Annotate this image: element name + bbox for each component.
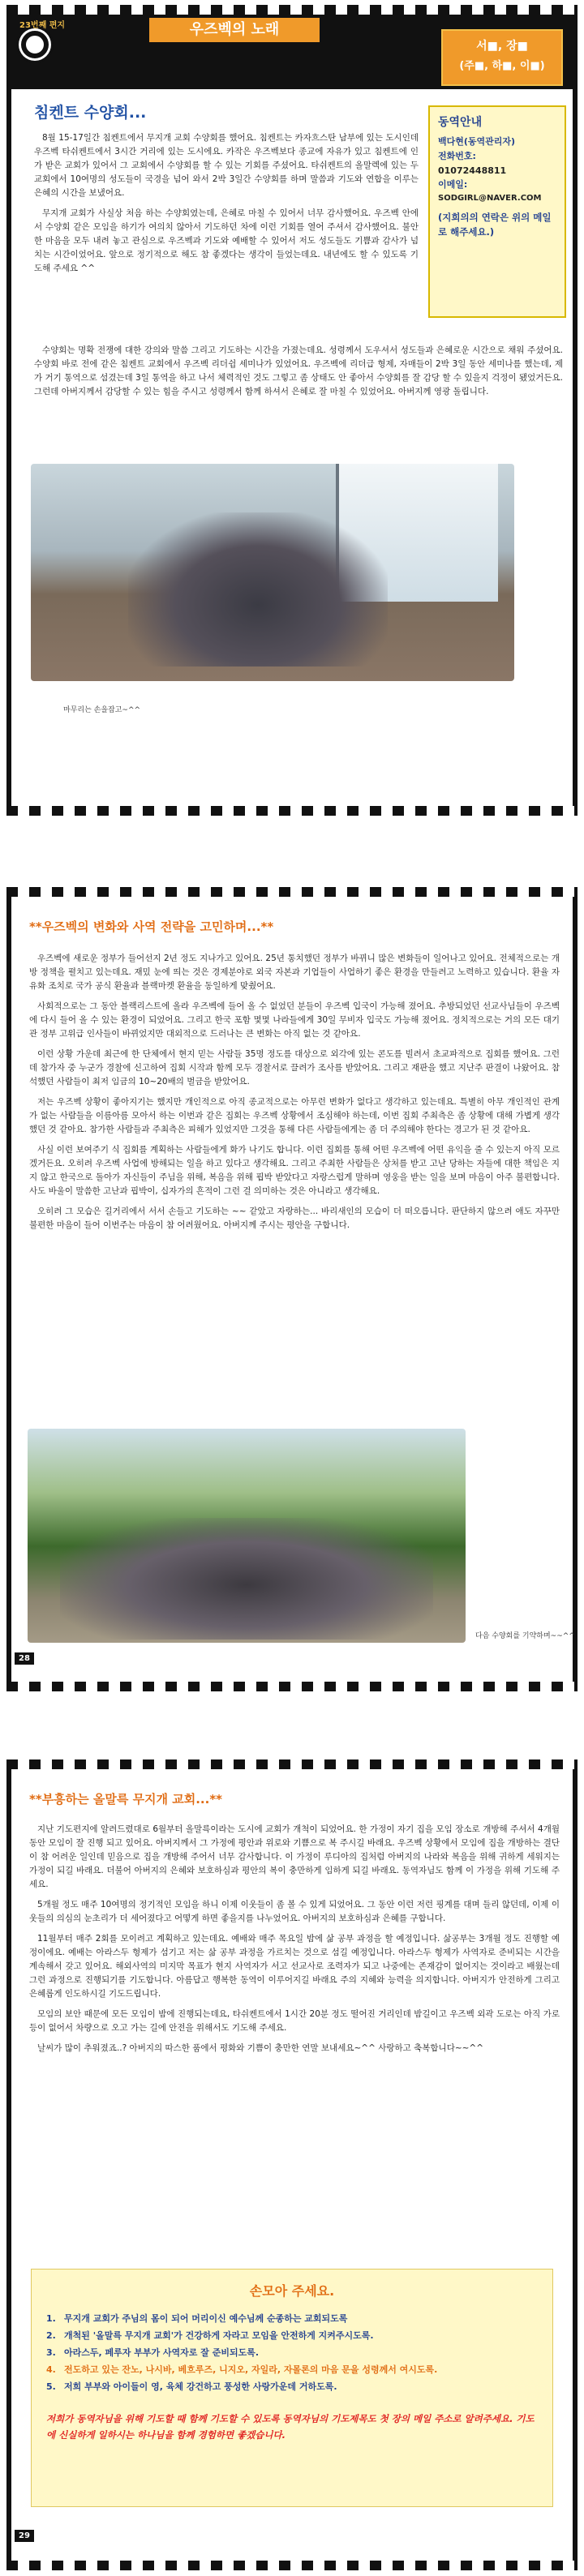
header-banner bbox=[11, 15, 573, 89]
prayer-list bbox=[46, 2311, 538, 2395]
banner-title-box bbox=[149, 18, 320, 42]
left-border bbox=[6, 897, 11, 1691]
paragraph-1: 지난 기도편지에 알려드렸대로 6월부터 올말륵이라는 도시에 교회가 개척이 되었어요. 한 가정이 자기 집을 모임 장소로 개방해 주셔서 4개월 동안 모임이 잘 진행 되고 있어요. 아버지께서 그 가정에 평안과 위로와 기쁨으로 복 주시길 바래요. 우즈벡 상황에서 모임에 집을 개방하는 결단이 참 어려운 일인데 믿음으로 집을 개방해 주어서 너무 감사합니다. 이 가정이 루디아의 집처럼 아버지의 나라와 복음을 위해 귀하게 세워지는 가정이 되길 바래요. 더불어 아버지의 은혜와 보호하심과 평안의 복이 충만하게 임하게 되길 바래요. 동역자님도 함께 이 가정을 위해 기도해 주세요. bbox=[29, 1824, 560, 1889]
prayer-item: 2. 개척된 '올말륵 무지개 교회'가 건강하게 자라고 모임을 안전하게 지켜주시도록. bbox=[46, 2330, 374, 2341]
paragraph-5: 사실 이런 보여주기 식 집회를 계획하는 사람들에게 화가 나기도 합니다. 이런 집회를 통해 어떤 우즈벡에 어떤 유익을 줄 수 있는지 아직 모르겠거든요. 오히려 우즈벡 사업에 방해되는 일을 하고 있다고 생각해요. 그리고 주최한 사람들은 상처를 받고 고난 당하는 자들에 대한 책임은 지지 않고 한국으로 돌아가 자신들이 주님을 위해, 복음을 위해 핍박 받았다고 자랑스럽게 말하며 영웅을 받는 일을 보며 마음이 아주 불편합니다. 사도 바울이 말씀한 고난과 핍박이, 십자가의 흔적이 그런 걸 의미하는 것은 아니라고 생각해요. bbox=[29, 1145, 560, 1196]
paragraph-3: 수양회는 명확 전쟁에 대한 강의와 말씀 그리고 기도하는 시간을 가졌는데요. 성령께서 도우셔서 성도들과 은혜로운 시간으로 채워 주셨어요. 수양회 바로 전에 같은 침켄트 교회에서 우즈벡 리더쉽 세미나가 있었어요. 우즈벡에 리더급 형제, 자매들이 2박 3일 동안 세미나를 했는데, 제가 거기 통역으로 섬겼는데 3일 통역을 하고 나서 체력적인 것도 그렇고 좀 상태도 안 좋아서 수양회를 잘 감당 할 수 있을지 걱정이 됐었거든요. 그런데 아버지께서 감당할 수 있는 힘을 주시고 성령께서 함께 하셔서 은혜로 잘 마칠 수 있었어요. 아버지께 영광 돌립니다. bbox=[34, 345, 563, 396]
church-text bbox=[29, 1823, 560, 2062]
page-2 bbox=[6, 887, 578, 1691]
paragraph-2: 5개월 정도 매주 10여명의 정기적인 모임을 하니 이제 이웃들이 좀 볼 수 있게 되었어요. 그 동안 이런 저런 핑계를 대며 들리 않던데, 이제 이웃들의 의심의 눈초리가 더 세어졌다고 어떻게 하면 좋을지를 나누었어요. 아버지의 보호하심과 은혜를 구합니다. bbox=[29, 1900, 560, 1923]
left-border bbox=[6, 15, 11, 816]
section-title-church: **부흥하는 올말륵 무지개 교회...** bbox=[29, 1792, 223, 1807]
prayer-item: 4. 전도하고 있는 잔노, 나시바, 베흐루즈, 니지오, 자일라, 자몰론의 마음 문을 성령께서 여시도록. bbox=[46, 2364, 438, 2375]
paragraph-3: 이런 상황 가운데 최근에 한 단체에서 현지 믿는 사람들 35명 정도를 대상으로 외각에 있는 콘도를 빌려서 초교파적으로 집회를 했어요. 그런데 참가자 중 누군가 경찰에 신고하여 집회 시작과 함께 모두 경찰서로 끌려가 조사를 받았어요. 그리고 재판을 했고 지난주 판결이 나왔어요. 참석했던 사람들이 최저 임금의 10~20배의 벌금을 받았어요. bbox=[29, 1049, 560, 1087]
prayer-item: 3. 아라스두, 페루자 부부가 사역자로 잘 준비되도록. bbox=[46, 2347, 260, 2358]
paragraph-6: 오히려 그 모습은 길거리에서 서서 손들고 기도하는 ~~ 같았고 자랑하는... 바리새인의 모습이 더 떠오릅니다. 판단하지 않으려 애도 자꾸만 불편한 마음이 들어 이번주는 마음이 참 어려웠어요. 아버지께 주시는 평안을 구합니다. bbox=[29, 1207, 560, 1230]
sidebar-header: 동역안내 bbox=[438, 116, 483, 129]
email-label: 이메일: bbox=[438, 179, 468, 191]
photo-people-group bbox=[128, 512, 388, 667]
page-number: 28 bbox=[15, 1652, 34, 1665]
checker-bottom-border bbox=[6, 2561, 578, 2570]
prayer-item: 1. 무지개 교회가 주님의 몸이 되어 머리이신 예수님께 순종하는 교회되도록 bbox=[46, 2313, 348, 2324]
retreat-photo bbox=[31, 464, 514, 681]
paragraph-3: 11월부터 매주 2회를 모이려고 계획하고 있는데요. 예배와 매주 목요일 밤에 삶 공부 과정을 할 예정입니다. 삶공부는 3개월 정도 진행할 예정이에요. 예배는 아라스두 형제가 섬기고 저는 삶 공부 과정을 가르치는 것으로 섬길 예정입니다. 아라스두 형제가 사역자로 준비되는 시간을 계속해서 갖고 있어요. 해외사역의 미지막 목표가 현지 사역자가 서고 선교사로 조력자가 되고 나중에는 존재감이 없어지는 것이라고 배웠는데 그런 과정으로 진행되기를 기도합니다. 아름답고 행복한 동역이 이루어지길 바래요 주의 지혜와 능력을 의지합니다. 아버지가 안전하게 그리고 은혜롭게 인도하시길 기도드립니다. bbox=[29, 1934, 560, 1999]
right-border bbox=[573, 15, 578, 816]
sidebar-note: (지희의의 연락은 위의 메일로 해주세요.) bbox=[438, 211, 552, 238]
banner-title: 우즈벡의 노래 bbox=[189, 21, 280, 38]
prayer-box bbox=[31, 2269, 553, 2507]
change-text bbox=[29, 952, 560, 1239]
paragraph-2: 사회적으로는 그 동안 블랙리스트에 올라 우즈벡에 들어 올 수 없었던 분들이 우즈벡 입국이 가능해 졌어요. 추방되었던 선교사님들이 우즈벡에 다시 들어 올 수 있는 환경이 되었어요. 그리고 한국 포함 몇몇 나라들에게 30일 무비자 입국도 가능해 졌어요. 정치적으로는 거의 모든 대기관 정부 고위급 인사들이 바뀌었지만 대외적으로 드러나는 큰 변화는 아직 없는 것 같아요. bbox=[29, 1001, 560, 1039]
closing-note: 저희가 동역자님을 위해 기도할 때 함께 기도할 수 있도록 동역자님의 기도제목도 첫 장의 메일 주소로 알려주세요. 기도에 신실하게 일하시는 하나님을 함께 경험하면 좋겠습니다. bbox=[46, 2413, 535, 2441]
page-3 bbox=[6, 1759, 578, 2570]
page-number: 29 bbox=[15, 2530, 34, 2542]
section-title-retreat: 침켄트 수양회... bbox=[34, 104, 147, 122]
section-title-change: **우즈벡의 변화와 사역 전략을 고민하며...** bbox=[29, 919, 274, 934]
prayer-title: 손모아 주세요. bbox=[249, 2283, 335, 2299]
phone-value: 01072448811 bbox=[438, 165, 507, 176]
paragraph-1: 8월 15-17일간 침켄트에서 무지개 교회 수양회를 했어요. 침켄트는 카자흐스탄 남부에 있는 도시인데 우즈벡 타쉬켄트에서 3시간 거리에 있는 도시에요. 카작은 우즈벡보다 종교에 자유가 있고 침켄트에 인가 받은 교회가 있어서 그 교회에서 수양회를 할 수 있는 기회를 주셨어요. 타쉬켄트의 올말렉에 있는 두 교회에서 10여명의 성도들이 국경을 넘어 와서 2박 3일간 수양회를 하며 말씀과 기도와 연합을 이루는 은혜의 시간을 보냈어요. bbox=[34, 133, 419, 198]
target-icon bbox=[21, 31, 49, 58]
checker-top-border bbox=[6, 5, 578, 15]
right-border bbox=[573, 1769, 578, 2570]
prayer-item: 5. 저희 부부와 아이들이 영, 육체 강건하고 풍성한 사랑가운데 거하도록. bbox=[46, 2381, 337, 2392]
photo-caption: 다음 수양회를 기약하며~~^^ bbox=[475, 1632, 575, 1640]
checker-top-border bbox=[6, 887, 578, 897]
paragraph-1: 우즈벡에 새로운 정부가 들어선지 2년 정도 지나가고 있어요. 25년 통치했던 정부가 바뀌니 많은 변화들이 일어나고 있어요. 전체적으로는 개방 정책을 펼치고 있는데요. 재밌 눈에 띄는 것은 경제분야로 외국 자본과 기업들이 사업하기 좋은 환경을 만들려고 노력하고 있습니다. 환율 자유화 조치로 국가 공식 환율과 블랙마켓 환율을 동일하게 맞췄어요. bbox=[29, 954, 560, 991]
paragraph-5: 날씨가 많이 추워졌죠..? 아버지의 따스한 품에서 평화와 기쁨이 충만한 연말 보내세요~^^ 사랑하고 축복합니다~~^^ bbox=[37, 2043, 484, 2053]
left-border bbox=[6, 1769, 11, 2570]
contact-sidebar bbox=[428, 105, 566, 318]
group-photo bbox=[28, 1429, 466, 1643]
intro-text bbox=[34, 131, 419, 282]
checker-top-border bbox=[6, 1759, 578, 1769]
checker-bottom-border bbox=[6, 1682, 578, 1691]
photo-caption: 마무리는 손을잡고~^^ bbox=[63, 706, 141, 714]
sidebar-bank-line: 백다현(동역관리자) bbox=[438, 136, 516, 148]
paragraph-2: 무지개 교회가 사실상 처음 하는 수양회였는데, 은혜로 마칠 수 있어서 너무 감사했어요. 우즈벡 안에서 수양회 같은 모임을 하기가 여의치 않아서 기도하던 차에 이런 기회를 열어 주셔서 감사했어요. 불안한 마음을 모두 내려 놓고 관심으로 우즈벡과 기도와 예배할 수 있어서 저도 성도들도 기쁨과 감사가 넘치는 시간이었어요. 앞으로 정기적으로 해도 참 좋겠다는 생각이 들었는데요. 내년에도 할 수 있도록 기도해 주세요 ^^ bbox=[34, 208, 419, 273]
issue-label: 23번째 편지 bbox=[19, 21, 66, 30]
author-sub: (주■, 하■, 이■) bbox=[459, 60, 545, 72]
author-line: 서■, 장■ bbox=[476, 40, 528, 53]
checker-bottom-border bbox=[6, 806, 578, 816]
retreat-text bbox=[34, 344, 563, 405]
author-box bbox=[441, 29, 563, 86]
right-border bbox=[573, 897, 578, 1691]
paragraph-4: 저는 우즈벡 상황이 좋아지기는 했지만 개인적으로 아직 종교적으로는 아무런 변화가 없다고 생각하고 있는데요. 특별히 아무 개인적인 관계가 없는 사람들을 이름아름 모아서 하는 이번과 같은 집회는 우즈벡 상황에서 조심해야 하는데, 이번 집회 주최측은 좀 상황에 대해 가볍게 생각했던 것 같아요. 참가한 사람들과 주최측은 피해가 있었지만 그것을 통해 다른 사람들에게는 좀 더 주의해야 한다는 경고가 된 것 같아요. bbox=[29, 1097, 560, 1134]
page-1 bbox=[6, 5, 578, 816]
email-value[interactable]: SODGIRL@NAVER.COM bbox=[438, 193, 542, 203]
paragraph-4: 모임의 보안 때문에 모든 모임이 밤에 진행되는데요, 타쉬켄트에서 1시간 20분 정도 떨어진 거리인데 밤길이고 우즈벡 외곽 도로는 아직 가로등이 없어서 차량으로 오고 가는 길에 안전을 위해서도 기도해 주세요. bbox=[29, 2009, 560, 2033]
photo-people-group bbox=[60, 1518, 433, 1639]
phone-label: 전화번호: bbox=[438, 150, 476, 161]
